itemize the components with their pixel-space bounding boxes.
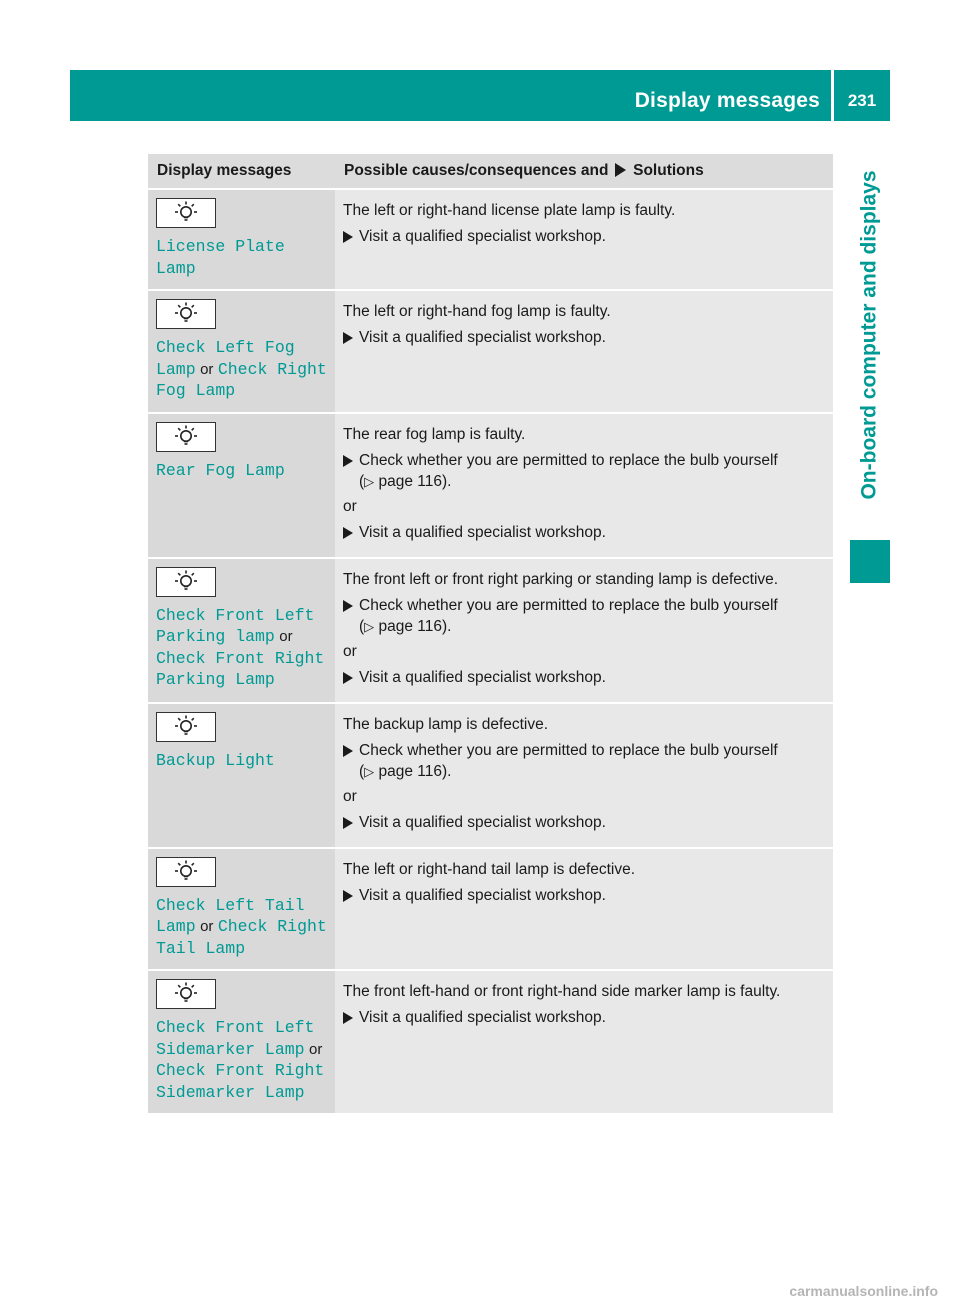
lamp-indicator-box bbox=[156, 422, 216, 452]
display-message: Check Front Left Parking lamp bbox=[156, 605, 315, 646]
cause-text: The front left-hand or front right-hand side marker lamp is faulty. bbox=[343, 983, 781, 1000]
display-message: Check Front Right Parking Lamp bbox=[156, 648, 325, 689]
page-number: 231 bbox=[847, 91, 877, 110]
solution-step bbox=[343, 740, 825, 782]
lamp-indicator-box bbox=[156, 857, 216, 887]
step-text: Visit a qualified specialist workshop. bbox=[359, 228, 606, 245]
or-separator: or bbox=[343, 497, 357, 515]
solution-cell bbox=[335, 848, 833, 971]
solution-step bbox=[343, 226, 825, 247]
solution-step bbox=[343, 1007, 825, 1028]
solution-step bbox=[343, 595, 825, 637]
bulb-icon bbox=[173, 200, 199, 226]
page-reference-text: page 116). bbox=[378, 472, 452, 490]
table-row bbox=[148, 413, 833, 558]
display-message: Check Front Right Sidemarker Lamp bbox=[156, 1061, 325, 1102]
table-header-row bbox=[148, 154, 833, 189]
lamp-indicator-box bbox=[156, 979, 216, 1009]
column-header-solutions-post: Solutions bbox=[633, 162, 704, 179]
display-message: Check Front Left Sidemarker Lamp bbox=[156, 1018, 315, 1059]
arrow-right-icon bbox=[343, 672, 353, 684]
arrow-right-icon bbox=[343, 231, 353, 243]
display-message: Check Right Fog Lamp bbox=[156, 359, 327, 400]
triangle-right-icon: ▷ bbox=[364, 473, 375, 489]
display-message: Backup Light bbox=[156, 750, 275, 770]
display-message: Check Left Tail Lamp bbox=[156, 895, 305, 936]
side-chapter-tab bbox=[850, 140, 890, 530]
page-reference-text: page 116). bbox=[378, 762, 452, 780]
triangle-right-icon: ▷ bbox=[364, 763, 375, 779]
page-section-title: Display messages bbox=[634, 89, 820, 112]
solution-cell bbox=[335, 558, 833, 703]
watermark: carmanualsonline.info bbox=[789, 1283, 938, 1299]
column-header-solutions-pre: Possible causes/consequences and bbox=[344, 162, 609, 179]
table-row bbox=[148, 290, 833, 413]
or-separator: or bbox=[343, 642, 357, 660]
lamp-indicator-box bbox=[156, 198, 216, 228]
bulb-icon bbox=[173, 859, 199, 885]
arrow-right-icon bbox=[343, 1012, 353, 1024]
display-message: Check Left Fog Lamp bbox=[156, 338, 295, 379]
display-message-text bbox=[156, 750, 327, 772]
table-row bbox=[148, 703, 833, 848]
display-message: License Plate Lamp bbox=[156, 237, 285, 278]
display-message-cell bbox=[148, 703, 335, 848]
arrow-right-icon bbox=[343, 890, 353, 902]
solution-cell bbox=[335, 703, 833, 848]
solution-step bbox=[343, 327, 825, 348]
display-message-text bbox=[156, 236, 327, 279]
lamp-indicator-box bbox=[156, 299, 216, 329]
cause-text: The front left or front right parking or standing lamp is defective. bbox=[343, 570, 779, 588]
column-header-messages: Display messages bbox=[148, 154, 335, 189]
bulb-icon bbox=[173, 714, 199, 740]
or-separator: or bbox=[308, 1040, 323, 1058]
display-message-text bbox=[156, 605, 327, 691]
solution-step bbox=[343, 450, 825, 492]
display-message-text bbox=[156, 460, 327, 482]
display-message-text bbox=[156, 895, 327, 960]
solution-step bbox=[343, 885, 825, 906]
side-color-block bbox=[850, 540, 890, 583]
bulb-icon bbox=[173, 981, 199, 1007]
display-message-cell bbox=[148, 558, 335, 703]
solution-step bbox=[343, 667, 825, 688]
solution-cell bbox=[335, 290, 833, 413]
arrow-right-icon bbox=[343, 527, 353, 539]
table-row bbox=[148, 558, 833, 703]
or-separator: or bbox=[343, 787, 357, 805]
bulb-icon bbox=[173, 424, 199, 450]
or-separator: or bbox=[279, 628, 293, 645]
lamp-indicator-box bbox=[156, 712, 216, 742]
cause-text: The left or right-hand fog lamp is faulty. bbox=[343, 303, 611, 320]
page-reference[interactable]: (▷ page 116). bbox=[359, 762, 452, 780]
cause-text: The left or right-hand tail lamp is defective. bbox=[343, 860, 636, 878]
arrow-right-icon bbox=[343, 817, 353, 829]
arrow-right-icon bbox=[343, 745, 353, 757]
table-row bbox=[148, 970, 833, 1113]
step-text: Visit a qualified specialist workshop. bbox=[359, 329, 606, 346]
side-chapter-label: On-board computer and displays bbox=[858, 170, 881, 500]
display-message: Rear Fog Lamp bbox=[156, 460, 285, 480]
arrow-right-icon bbox=[343, 600, 353, 612]
page-reference[interactable]: (▷ page 116). bbox=[359, 472, 452, 490]
step-text: Visit a qualified specialist workshop. bbox=[359, 523, 606, 541]
step-text: Visit a qualified specialist workshop. bbox=[359, 886, 606, 904]
display-messages-table bbox=[148, 154, 833, 1113]
step-text: Visit a qualified specialist workshop. bbox=[359, 1009, 606, 1026]
step-text: Visit a qualified specialist workshop. bbox=[359, 668, 606, 686]
display-message-cell bbox=[148, 413, 335, 558]
cause-text: The backup lamp is defective. bbox=[343, 715, 549, 733]
step-text: Visit a qualified specialist workshop. bbox=[359, 813, 606, 831]
arrow-right-icon bbox=[615, 163, 626, 177]
display-message-text bbox=[156, 337, 327, 402]
cause-text: The left or right-hand license plate lamp is faulty. bbox=[343, 202, 676, 219]
step-text: Check whether you are permitted to replace the bulb yourself bbox=[359, 596, 778, 614]
solution-step bbox=[343, 812, 825, 833]
column-header-solutions bbox=[335, 154, 833, 189]
step-text: Check whether you are permitted to replace the bulb yourself bbox=[359, 451, 778, 469]
lamp-indicator-box bbox=[156, 567, 216, 597]
arrow-right-icon bbox=[343, 455, 353, 467]
solution-cell bbox=[335, 413, 833, 558]
cause-text: The rear fog lamp is faulty. bbox=[343, 425, 526, 443]
solution-cell bbox=[335, 970, 833, 1113]
display-message-cell bbox=[148, 189, 335, 290]
display-message-cell bbox=[148, 970, 335, 1113]
arrow-right-icon bbox=[343, 332, 353, 344]
table-row bbox=[148, 189, 833, 290]
solution-step bbox=[343, 522, 825, 543]
bulb-icon bbox=[173, 301, 199, 327]
or-separator: or bbox=[200, 360, 214, 378]
solution-cell bbox=[335, 189, 833, 290]
step-text: Check whether you are permitted to replace the bulb yourself bbox=[359, 741, 778, 759]
display-message: Check Right Tail Lamp bbox=[156, 917, 327, 958]
triangle-right-icon: ▷ bbox=[364, 618, 375, 634]
table-row bbox=[148, 848, 833, 971]
display-message-text bbox=[156, 1017, 327, 1103]
display-message-cell bbox=[148, 848, 335, 971]
bulb-icon bbox=[173, 569, 199, 595]
page-reference-text: page 116). bbox=[378, 617, 452, 635]
or-separator: or bbox=[200, 918, 214, 935]
display-message-cell bbox=[148, 290, 335, 413]
page-reference[interactable]: (▷ page 116). bbox=[359, 617, 452, 635]
